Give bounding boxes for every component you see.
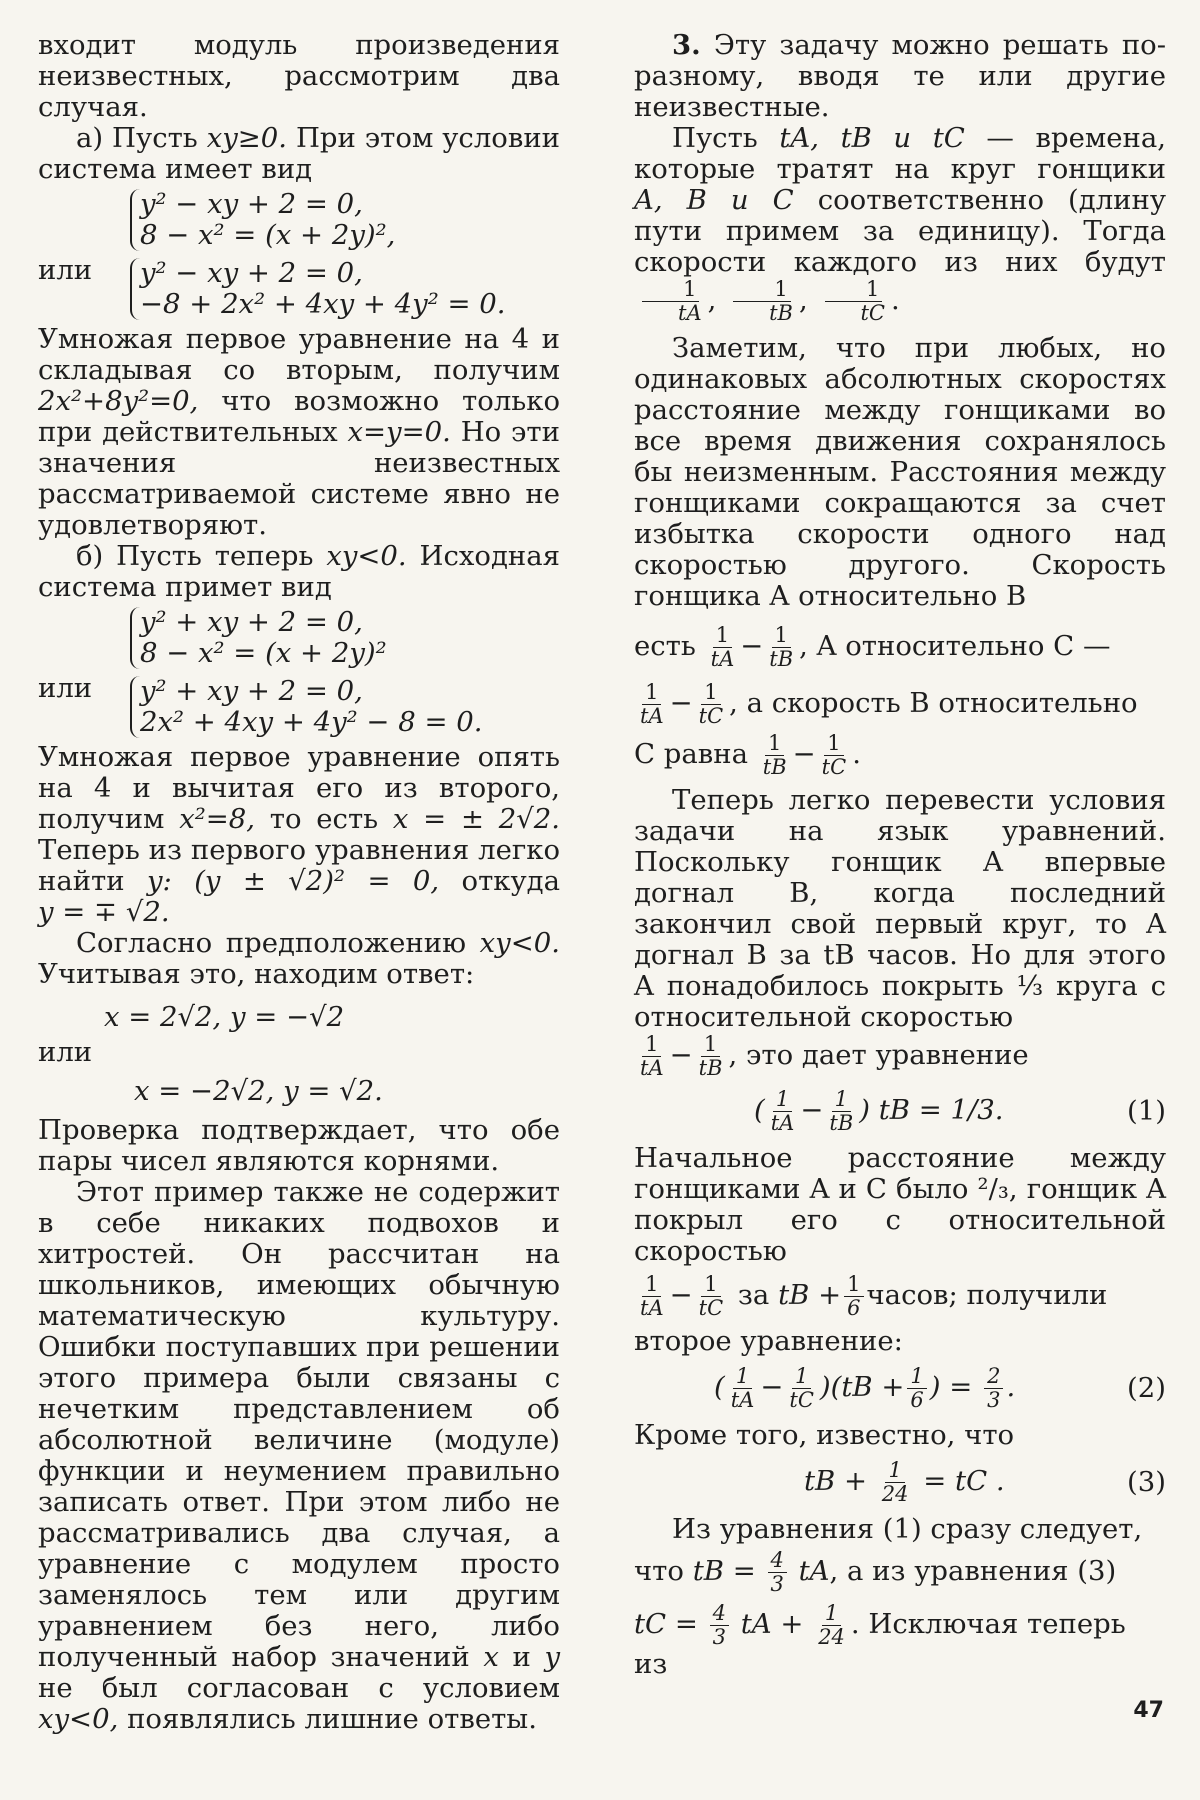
- paragraph: Умножая первое уравнение на 4 и складывая со вторым, получим 2x²+8y²=0, что возможно только при действительных x=y=0. Но эти значения неизвестных рассматриваемой системе явно не удовлетворяют.: [38, 323, 560, 541]
- fraction: $\frac{1}{tB}$: [728, 278, 796, 325]
- paragraph: Кроме того, известно, что: [634, 1419, 1015, 1451]
- or-label: или: [38, 1036, 93, 1068]
- paragraph: а) Пусть xy≥0. При этом условии система имеет вид: [38, 122, 560, 185]
- paragraph: второе уравнение:: [634, 1325, 903, 1357]
- right-column: [634, 30, 1166, 1680]
- result-line: tC = $\frac{4}{3}$ tA + $\frac{1}{24}$ . Исключая теперь из: [634, 1601, 1126, 1680]
- paragraph: Пусть tA, tB и tC — времена, которые тратят на круг гонщики A, B и C соответственно (длину пути примем за единицу). Тогда скорости каждого из них будут $\frac{1}{tA}$ , $\frac{1}{tB}$ , $\frac{1}{tC}$ .: [634, 122, 1167, 325]
- or-label: или: [38, 672, 93, 704]
- paragraph: Начальное расстояние между гонщиками A и C было ²/₃, гонщик A покрыл его с относительной скоростью: [634, 1142, 1166, 1267]
- paragraph: Теперь легко перевести условия задачи на язык уравнений. Поскольку гонщик A впервые догнал B, когда последний закончил свой первый круг, то A догнал B за tB часов. Но для этого A понадобилось покрыть ⅓ круга с относительной скоростью: [634, 784, 1166, 1033]
- paragraph: 3. Эту задачу можно решать по-разному, вводя те или другие неизвестные.: [634, 29, 1166, 123]
- paragraph: входит модуль произведения неизвестных, рассмотрим два случая.: [38, 29, 560, 123]
- paragraph: Этот пример также не содержит в себе никаких подвохов и хитростей. Он рассчитан на школьников, имеющих обычную математическую культуру. Ошибки поступавших при решении этого примера были связаны с нечетким представлением об абсолютной величине (модуле) функции и неумением правильно записать ответ. При этом либо не рассматривались два случая, а уравнение с модулем просто заменялось тем или другим уравнением без него, либо полученный набор значений x и y не был согласован с условием xy<0, появлялись лишние ответы.: [38, 1176, 560, 1735]
- fraction: $\frac{1}{tA}$: [637, 278, 705, 325]
- relative-speed-line: $\frac{1}{tA}$ − $\frac{1}{tB}$ , это дает уравнение: [640, 1032, 1029, 1080]
- answer-1: x = 2√2, y = −√2: [104, 1001, 345, 1033]
- equation-system: y² − xy + 2 = 0, −8 + 2x² + 4xy + 4y² = 0.: [130, 258, 560, 320]
- paragraph: Согласно предположению xy<0. Учитывая это, находим ответ:: [38, 927, 560, 990]
- result-line: что tB = $\frac{4}{3}$ tA, а из уравнения (3): [634, 1548, 1117, 1596]
- equation-system: y² + xy + 2 = 0, 2x² + 4xy + 4y² − 8 = 0.: [130, 676, 560, 738]
- equation-system: y² − xy + 2 = 0, 8 − x² = (x + 2y)²,: [130, 189, 560, 251]
- answer-2: x = −2√2, y = √2.: [134, 1075, 383, 1107]
- page-number: 47: [1133, 1698, 1164, 1723]
- left-column: [38, 30, 560, 1735]
- equation-3: tB + $\frac{1}{24}$ = tC . (3): [804, 1458, 1166, 1506]
- paragraph: Заметим, что при любых, но одинаковых абсолютных скоростях расстояние между гонщиками во все время движения сохранялось бы неизменным. Расстояния между гонщиками сокращаются за счет избытка скорости одного над скоростью другого. Скорость гонщика A относительно B: [634, 332, 1166, 612]
- relative-speed-ac: $\frac{1}{tA}$ − $\frac{1}{tC}$ , а скорость B относительно: [640, 680, 1138, 728]
- paragraph: Умножая первое уравнение опять на 4 и вычитая его из второго, получим x²=8, то есть x = ± 2√2. Теперь из первого уравнения легко найти y: (y ± √2)² = 0, откуда y = ∓ √2.: [38, 741, 560, 928]
- equation-system: y² + xy + 2 = 0, 8 − x² = (x + 2y)²: [130, 607, 560, 669]
- relative-speed-bc: C равна $\frac{1}{tB}$ − $\frac{1}{tC}$ .: [634, 731, 861, 779]
- fraction: $\frac{1}{tC}$: [819, 278, 888, 325]
- equation-2: ( $\frac{1}{tA}$ − $\frac{1}{tC}$ )(tB + $\frac{1}{6}$ ) = $\frac{2}{3}$ . (2): [714, 1364, 1166, 1412]
- relative-speed-ab: есть $\frac{1}{tA}$ − $\frac{1}{tB}$ , A относительно C —: [634, 623, 1111, 671]
- equation-1: ( $\frac{1}{tA}$ − $\frac{1}{tB}$ ) tB = 1/3. (1): [754, 1087, 1166, 1135]
- paragraph: б) Пусть теперь xy<0. Исходная система примет вид: [38, 540, 560, 603]
- or-label: или: [38, 254, 93, 286]
- paragraph: Проверка подтверждает, что обе пары чисел являются корнями.: [38, 1114, 560, 1177]
- speed-time-line: $\frac{1}{tA}$ − $\frac{1}{tC}$ за tB + $\frac{1}{6}$ часов; получили: [640, 1272, 1108, 1320]
- paragraph: Из уравнения (1) сразу следует,: [672, 1513, 1143, 1545]
